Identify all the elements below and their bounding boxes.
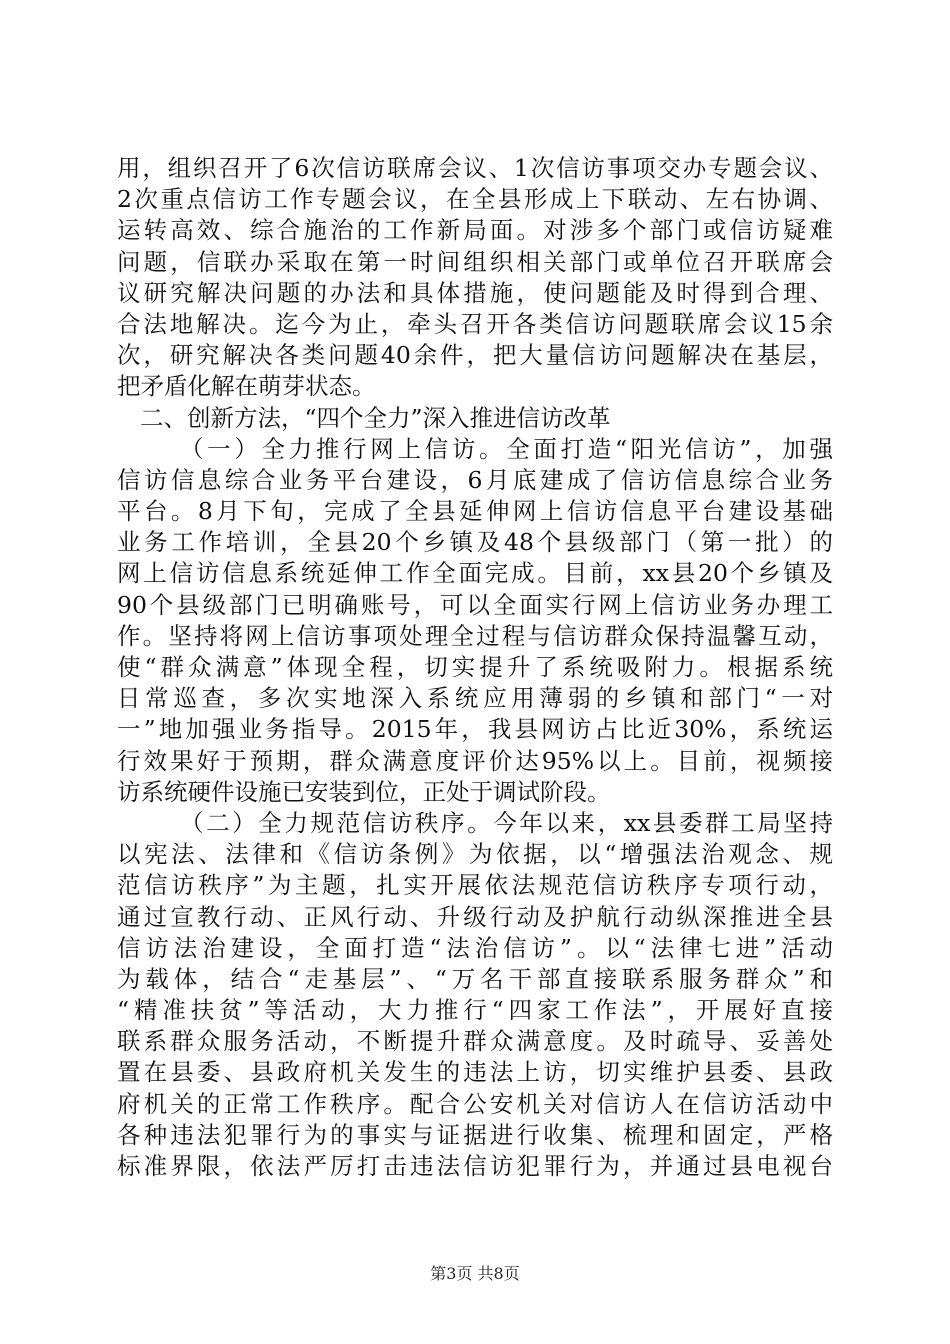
text-line: 联系群众服务活动，不断提升群众满意度。及时疏导、妥善处 (117, 1027, 833, 1056)
text-line: 置在县委、县政府机关发生的违法上访，切实维护县委、县政 (117, 1058, 833, 1087)
text-line: 网上信访信息系统延伸工作全面完成。目前，xx县20个乡镇及 (117, 559, 833, 588)
text-line: 议研究解决问题的办法和具体措施，使问题能及时得到合理、 (117, 278, 833, 307)
text-line: 合法地解决。迄今为止，牵头召开各类信访问题联席会议15余 (117, 309, 833, 338)
paragraph-petition-order (117, 808, 833, 1182)
text-line: 用，组织召开了6次信访联席会议、1次信访事项交办专题会议、 (117, 154, 833, 182)
text-line: 平台。8月下旬，完成了全县延伸网上信访信息平台建设基础 (117, 497, 833, 526)
text-line: 使“群众满意”体现全程，切实提升了系统吸附力。根据系统 (117, 653, 833, 681)
text-line: 通过宣教行动、正风行动、升级行动及护航行动纵深推进全县 (117, 902, 833, 931)
paragraph-continuation (117, 153, 833, 403)
text-line: 次，研究解决各类问题40余件，把大量信访问题解决在基层， (117, 341, 833, 370)
text-line: 2次重点信访工作专题会议，在全县形成上下联动、左右协调、 (117, 185, 833, 214)
text-line: “精准扶贫”等活动，大力推行“四家工作法”，开展好直接 (117, 996, 833, 1025)
paragraph-online-petition (117, 434, 833, 808)
page-number-footer: 第3页 共8页 (430, 1264, 520, 1283)
text-line: 信访法治建设，全面打造“法治信访”。以“法律七进”活动 (117, 933, 833, 962)
text-line: 一”地加强业务指导。2015年，我县网访占比近30%，系统运 (117, 715, 833, 744)
text-line: 信访信息综合业务平台建设，6月底建成了信访信息综合业务 (117, 465, 833, 494)
text-line: 90个县级部门已明确账号，可以全面实行网上信访业务办理工 (117, 590, 833, 619)
text-line: （二）全力规范信访秩序。今年以来，xx县委群工局坚持 (180, 808, 833, 837)
heading-line: 二、创新方法，“四个全力”深入推进信访改革 (140, 403, 611, 432)
text-line: 业务工作培训，全县20个乡镇及48个县级部门（第一批）的 (117, 528, 833, 557)
text-line: 标准界限，依法严厉打击违法信访犯罪行为，并通过县电视台 (117, 1152, 833, 1180)
section-heading (117, 403, 833, 434)
text-line: 日常巡查，多次实地深入系统应用薄弱的乡镇和部门“一对 (117, 684, 833, 713)
text-line: （一）全力推行网上信访。全面打造“阳光信访”，加强 (180, 434, 833, 463)
text-line: 问题，信联办采取在第一时间组织相关部门或单位召开联席会 (117, 247, 833, 276)
text-line: 以宪法、法律和《信访条例》为依据，以“增强法治观念、规 (117, 840, 833, 869)
text-line: 作。坚持将网上信访事项处理全过程与信访群众保持温馨互动， (117, 621, 833, 650)
text-line: 范信访秩序”为主题，扎实开展依法规范信访秩序专项行动， (117, 871, 833, 900)
text-line: 行效果好于预期，群众满意度评价达95%以上。目前，视频接 (117, 746, 833, 775)
text-line: 各种违法犯罪行为的事实与证据进行收集、梳理和固定，严格 (117, 1120, 833, 1149)
text-line: 为载体，结合“走基层”、“万名干部直接联系服务群众”和 (117, 964, 833, 993)
text-line: 访系统硬件设施已安装到位，正处于调试阶段。 (117, 777, 611, 806)
text-line: 府机关的正常工作秩序。配合公安机关对信访人在信访活动中 (117, 1089, 833, 1118)
text-line: 把矛盾化解在萌芽状态。 (117, 372, 376, 401)
document-body (117, 153, 833, 1182)
text-line: 运转高效、综合施治的工作新局面。对涉多个部门或信访疑难 (117, 216, 833, 245)
